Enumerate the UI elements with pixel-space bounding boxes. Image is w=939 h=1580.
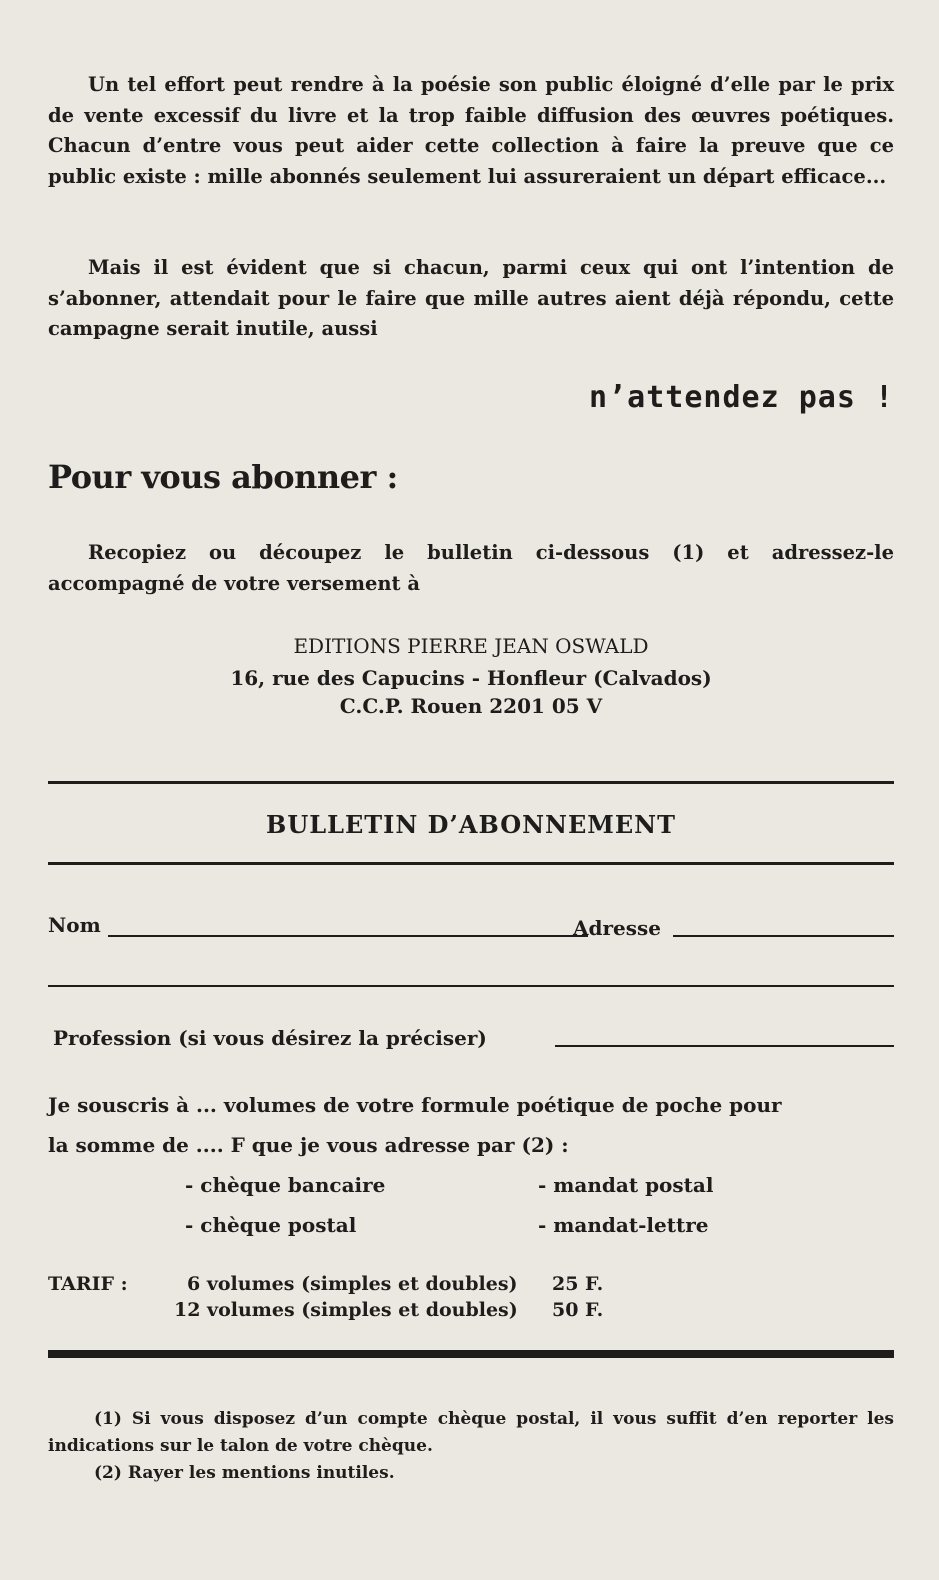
footnote-1: (1) Si vous disposez d’un compte chèque postal, il vous suffit d’en reporter les indications sur le talon de votre chèque. (48, 1409, 894, 1456)
subscribe-instructions: Recopiez ou découpez le bulletin ci-dessous (1) et adressez-le accompagné de votre versement à (48, 541, 894, 595)
subscription-line-1: Je souscris à ... volumes de votre formule poétique de poche pour (48, 1093, 782, 1117)
call-to-action: n’attendez pas ! (589, 380, 894, 415)
intro-paragraph-1: Un tel effort peut rendre à la poésie son public éloigné d’elle par le prix de vente excessif du livre et la trop faible diffusion des œuvres poétiques. Chacun d’entre vous peut aider cette collection à faire la preuve que ce public existe : mille abonnés seulement lui assureraient un départ efficace... (48, 73, 894, 188)
tarif-row-2-price: 50 F. (552, 1299, 604, 1321)
subscribe-heading: Pour vous abonner : (48, 458, 398, 496)
profession-label: Profession (si vous désirez la préciser) (53, 1026, 487, 1050)
subscription-line-2: la somme de .... F que je vous adresse par (2) : (48, 1133, 569, 1157)
publisher-ccp: C.C.P. Rouen 2201 05 V (339, 694, 603, 718)
option-cheque-postal[interactable]: - chèque postal (185, 1213, 357, 1237)
bulletin-title: BULLETIN D’ABONNEMENT (266, 810, 676, 839)
adresse-field-line-2[interactable] (48, 985, 894, 987)
tarif-row-2-volumes: 12 volumes (simples et doubles) (174, 1299, 518, 1321)
divider-under-title (48, 862, 894, 865)
publisher-name: EDITIONS PIERRE JEAN OSWALD (293, 634, 649, 658)
tarif-row-1-volumes: 6 volumes (simples et doubles) (187, 1273, 518, 1295)
adresse-field[interactable] (673, 935, 894, 937)
nom-label: Nom (48, 913, 101, 937)
tarif-label: TARIF : (48, 1273, 128, 1295)
divider-bottom-thick (48, 1350, 894, 1358)
option-mandat-lettre[interactable]: - mandat-lettre (538, 1213, 709, 1237)
nom-field[interactable] (108, 935, 588, 937)
footnote-2: (2) Rayer les mentions inutiles. (94, 1463, 395, 1483)
profession-field[interactable] (555, 1045, 894, 1047)
option-cheque-bancaire[interactable]: - chèque bancaire (185, 1173, 386, 1197)
option-mandat-postal[interactable]: - mandat postal (538, 1173, 714, 1197)
document-page (48, 0, 894, 1580)
tarif-row-1-price: 25 F. (552, 1273, 604, 1295)
divider-top (48, 781, 894, 784)
publisher-street: 16, rue des Capucins - Honfleur (Calvados) (230, 666, 712, 690)
intro-paragraph-2: Mais il est évident que si chacun, parmi ceux qui ont l’intention de s’abonner, attendait pour le faire que mille autres aient déjà répondu, cette campagne serait inutile, aussi (48, 256, 894, 340)
adresse-label: Adresse (573, 916, 662, 940)
